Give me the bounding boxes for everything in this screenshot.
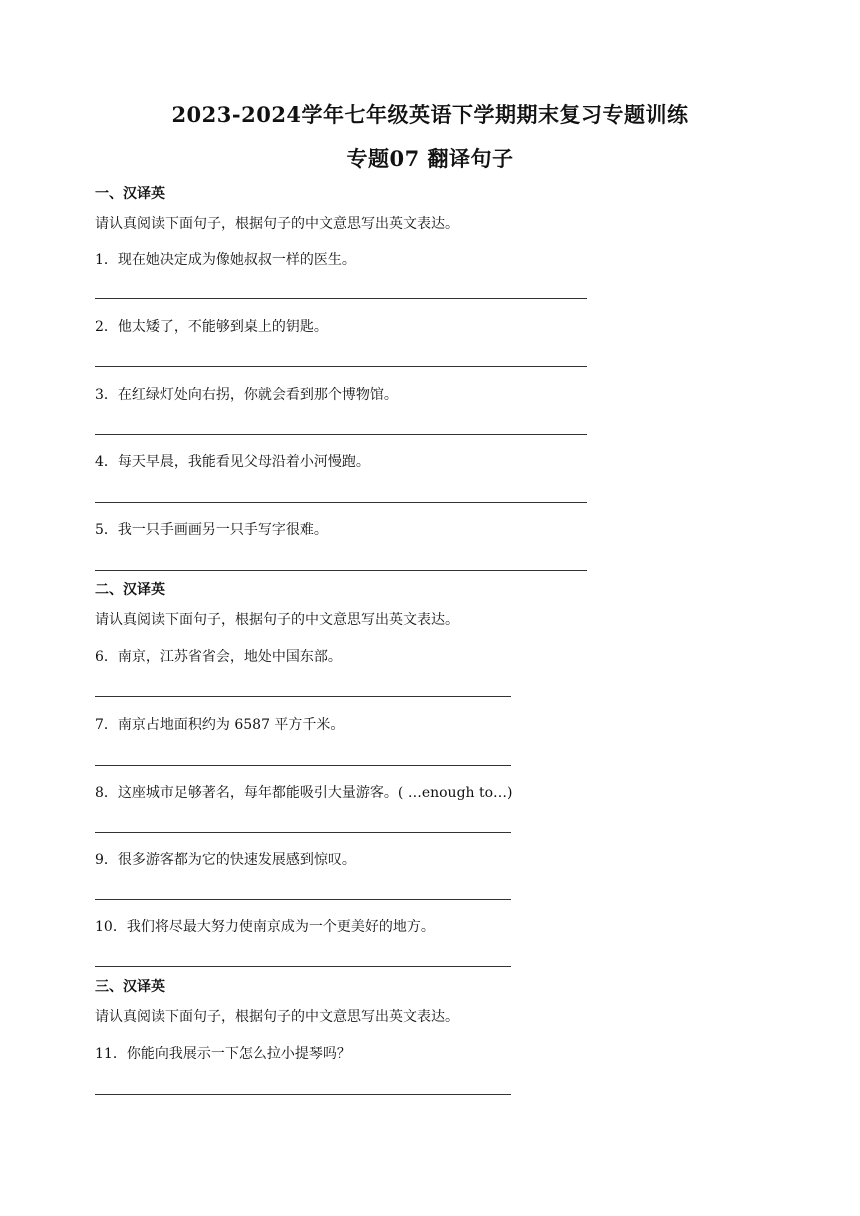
worksheet-subtitle: 专题07 翻译句子 (346, 146, 514, 171)
answer-line-11[interactable] (95, 1094, 511, 1095)
section-3-instruction: 请认真阅读下面句子，根据句子的中文意思写出英文表达。 (95, 1009, 459, 1025)
question-5: 5．我一只手画画另一只手写字很难。 (95, 522, 328, 538)
worksheet-title: 2023-2024学年七年级英语下学期期末复习专题训练 (171, 102, 689, 127)
section-3-heading: 三、汉译英 (95, 979, 165, 995)
answer-line-2[interactable] (95, 366, 587, 367)
section-1-heading: 一、汉译英 (95, 186, 165, 202)
answer-line-7[interactable] (95, 765, 511, 766)
question-10: 10．我们将尽最大努力使南京成为一个更美好的地方。 (95, 919, 435, 935)
question-1: 1．现在她决定成为像她叔叔一样的医生。 (95, 252, 356, 268)
question-7: 7．南京占地面积约为 6587 平方千米。 (95, 717, 345, 733)
question-4: 4．每天早晨，我能看见父母沿着小河慢跑。 (95, 454, 370, 470)
section-2-instruction: 请认真阅读下面句子，根据句子的中文意思写出英文表达。 (95, 612, 459, 628)
answer-line-10[interactable] (95, 966, 511, 967)
answer-line-8[interactable] (95, 832, 511, 833)
question-2: 2．他太矮了，不能够到桌上的钥匙。 (95, 319, 328, 335)
answer-line-5[interactable] (95, 570, 587, 571)
question-3: 3．在红绿灯处向右拐，你就会看到那个博物馆。 (95, 387, 398, 403)
answer-line-6[interactable] (95, 696, 511, 697)
section-2-heading: 二、汉译英 (95, 582, 165, 598)
question-11: 11．你能向我展示一下怎么拉小提琴吗？ (95, 1046, 351, 1062)
answer-line-1[interactable] (95, 298, 587, 299)
question-8: 8．这座城市足够著名，每年都能吸引大量游客。( …enough to…) (95, 785, 513, 801)
answer-line-4[interactable] (95, 502, 587, 503)
section-1-instruction: 请认真阅读下面句子，根据句子的中文意思写出英文表达。 (95, 216, 459, 232)
answer-line-9[interactable] (95, 899, 511, 900)
question-9: 9．很多游客都为它的快速发展感到惊叹。 (95, 852, 356, 868)
answer-line-3[interactable] (95, 434, 587, 435)
question-6: 6．南京，江苏省省会，地处中国东部。 (95, 649, 342, 665)
